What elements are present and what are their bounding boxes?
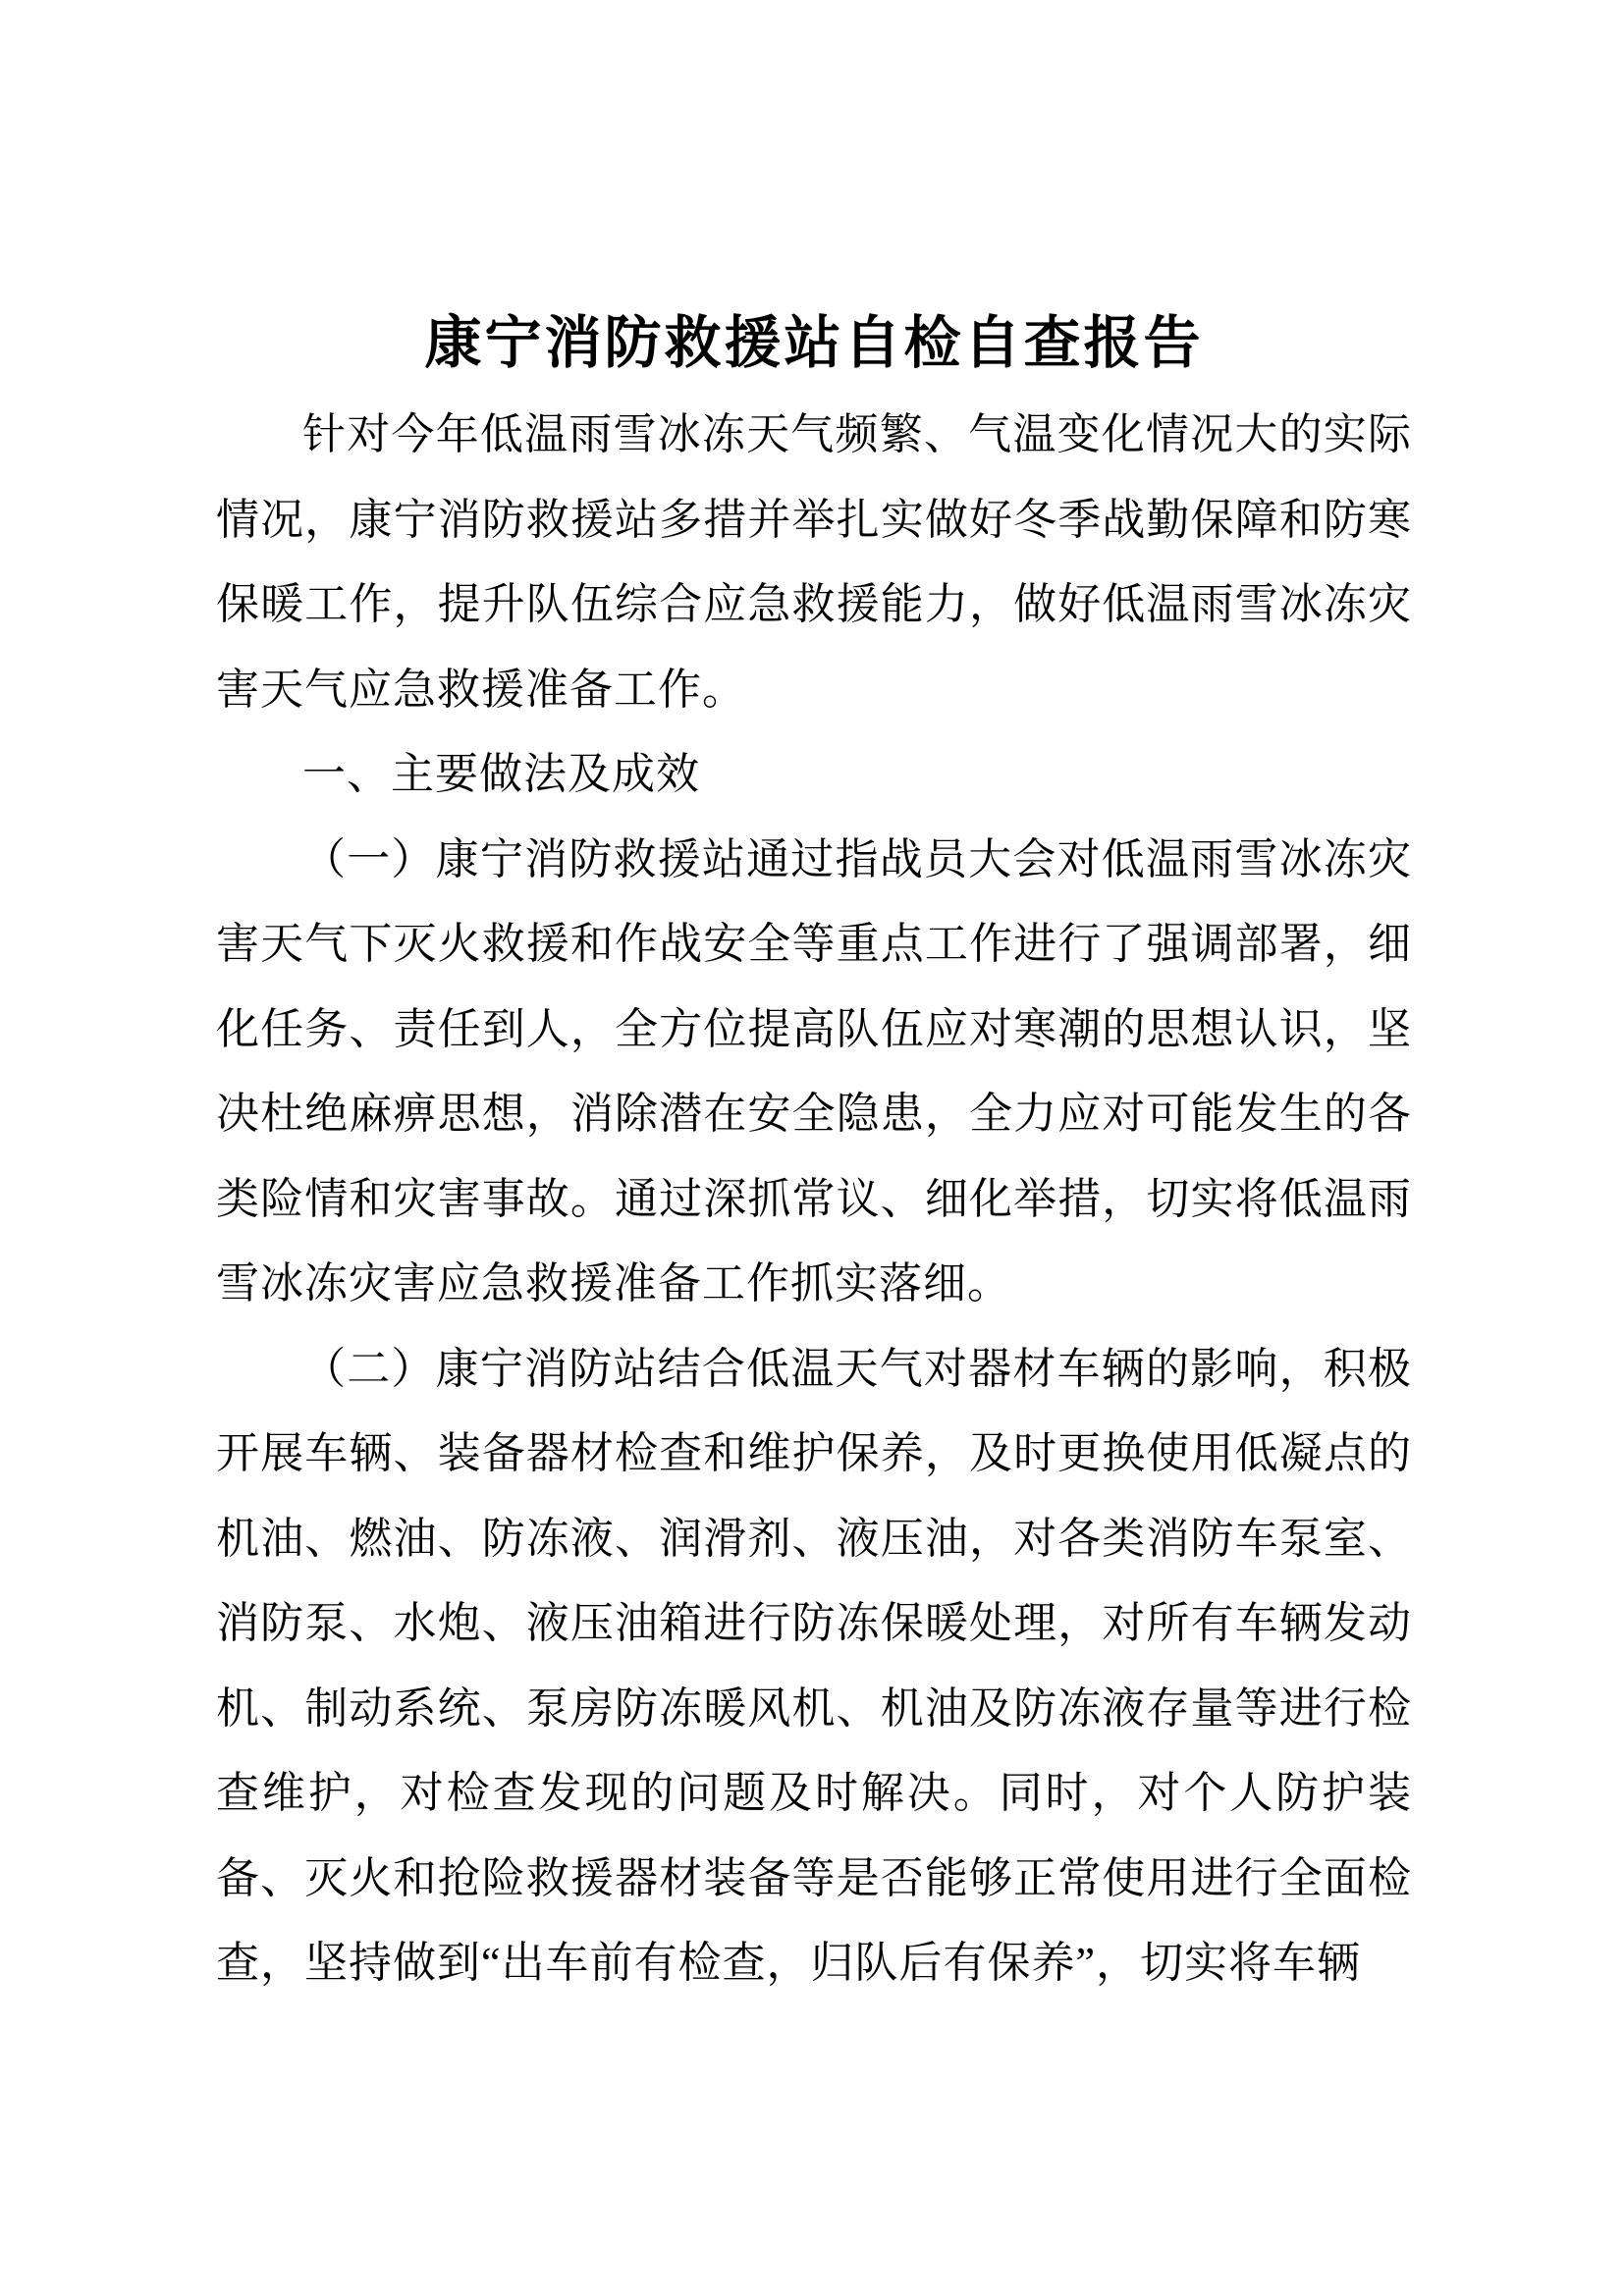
paragraph-item-1: （一）康宁消防救援站通过指战员大会对低温雨雪冰冻灾害天气下灭火救援和作战安全等重点工作进行了强调部署，细化任务、责任到人，全方位提高队伍应对寒潮的思想认识，坚决杜绝麻痹思想，消除潜在安全隐患，全力应对可能发生的各类险情和灾害事故。通过深抓常议、细化举措，切实将低温雨雪冰冻灾害应急救援准备工作抓实落细。 xyxy=(216,834,1412,1308)
paragraph-intro: 针对今年低温雨雪冰冻天气频繁、气温变化情况大的实际情况，康宁消防救援站多措并举扎实做好冬季战勤保障和防寒保暖工作，提升队伍综合应急救援能力，做好低温雨雪冰冻灾害天气应急救援准备工作。 xyxy=(216,410,1412,714)
section-heading: 一、主要做法及成效 xyxy=(302,750,700,798)
paragraph-item-2: （二）康宁消防站结合低温天气对器材车辆的影响，积极开展车辆、装备器材检查和维护保养，及时更换使用低凝点的机油、燃油、防冻液、润滑剂、液压油，对各类消防车泵室、消防泵、水炮、液压油箱进行防冻保暖处理，对所有车辆发动机、制动系统、泵房防冻暖风机、机油及防冻液存量等进行检查维护，对检查发现的问题及时解决。同时，对个人防护装备、灭火和抢险救援器材装备等是否能够正常使用进行全面检查，坚持做到“出车前有检查，归队后有保养”，切实将车辆 xyxy=(216,1344,1412,1987)
document-content xyxy=(216,294,1412,2006)
document-title: 康宁消防救援站自检自查报告 xyxy=(424,311,1204,375)
